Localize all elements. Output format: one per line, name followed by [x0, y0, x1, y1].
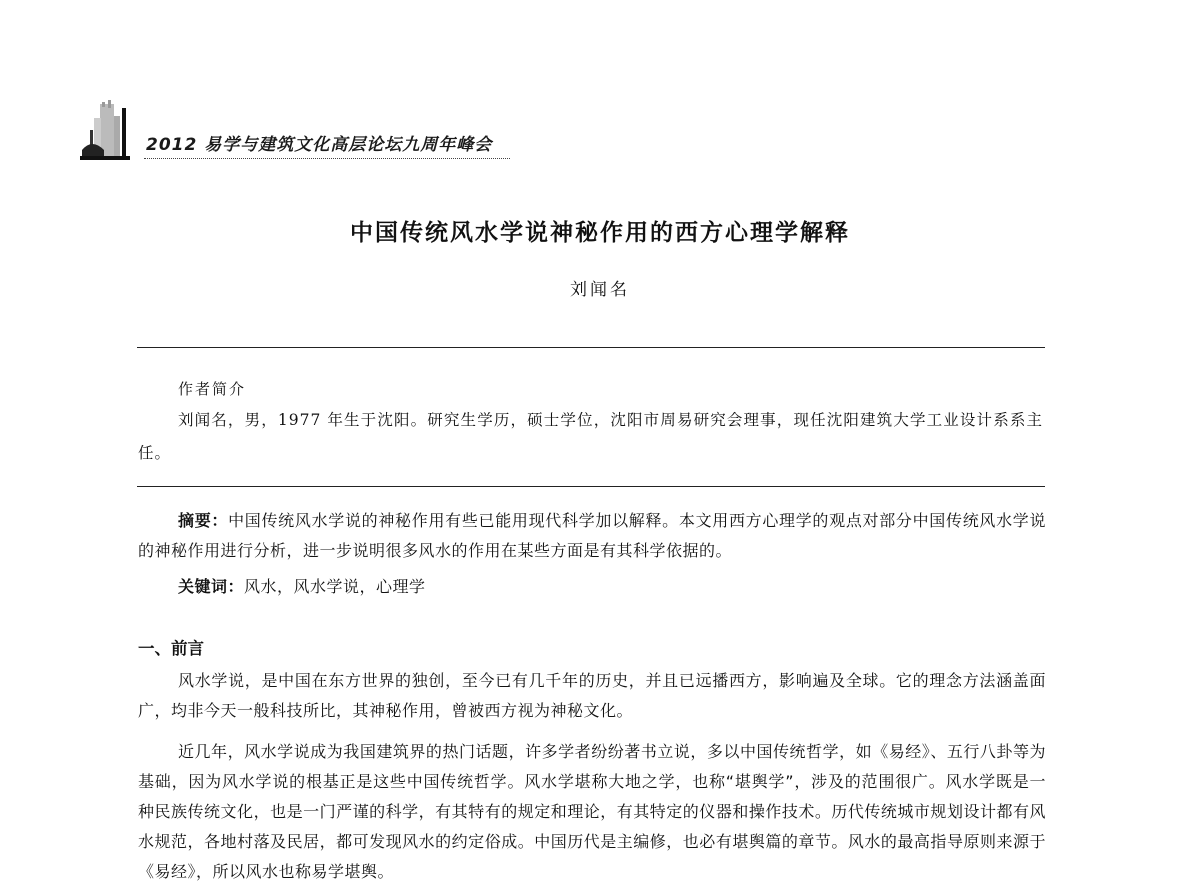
- abstract-text: 中国传统风水学说的神秘作用有些已能用现代科学加以解释。本文用西方心理学的观点对部分中国传统风水学说的神秘作用进行分析，进一步说明很多风水的作用在某些方面是有其科学依据的。: [138, 511, 1046, 560]
- running-header: 2012 易学与建筑文化高层论坛九周年峰会: [146, 135, 493, 155]
- keywords-text: 风水，风水学说，心理学: [244, 577, 426, 596]
- paragraph-2: 近几年，风水学说成为我国建筑界的热门话题，许多学者纷纷著书立说，多以中国传统哲学，如《易经》、五行八卦等为基础，因为风水学说的根基正是这些中国传统哲学。风水学堪称大地之学，也称“堪舆学”，涉及的范围很广。风水学既是一种民族传统文化，也是一门严谨的科学，有其特有的规定和理论，有其特定的仪器和操作技术。历代传统城市规划设计都有风水规范，各地村落及民居，都可发现风水的约定俗成。中国历代是主编修，也必有堪舆篇的章节。风水的最高指导原则来源于《易经》，所以风水也称易学堪舆。: [138, 742, 1046, 881]
- keywords: [138, 572, 1046, 602]
- building-logo-icon: [80, 98, 135, 163]
- bio-text: 刘闻名，男，1977 年生于沈阳。研究生学历，硕士学位，沈阳市周易研究会理事，现任沈阳建筑大学工业设计系系主任。: [138, 411, 1043, 462]
- author-name: 刘闻名: [570, 280, 630, 300]
- bio-top-rule: [137, 347, 1045, 348]
- bio-bottom-rule: [137, 486, 1045, 487]
- paragraph-1: 风水学说，是中国在东方世界的独创，至今已有几千年的历史，并且已远播西方，影响遍及全球。它的理念方法涵盖面广，均非今天一般科技所比，其神秘作用，曾被西方视为神秘文化。: [138, 671, 1046, 720]
- abstract-label: 摘要：: [178, 511, 229, 530]
- abstract: [138, 506, 1046, 566]
- keywords-label: 关键词：: [178, 577, 245, 596]
- header-divider: [144, 158, 510, 159]
- section-heading: 一、前言: [138, 639, 204, 658]
- paper-title: 中国传统风水学说神秘作用的西方心理学解释: [350, 220, 850, 246]
- bio-label: 作者简介: [178, 380, 247, 398]
